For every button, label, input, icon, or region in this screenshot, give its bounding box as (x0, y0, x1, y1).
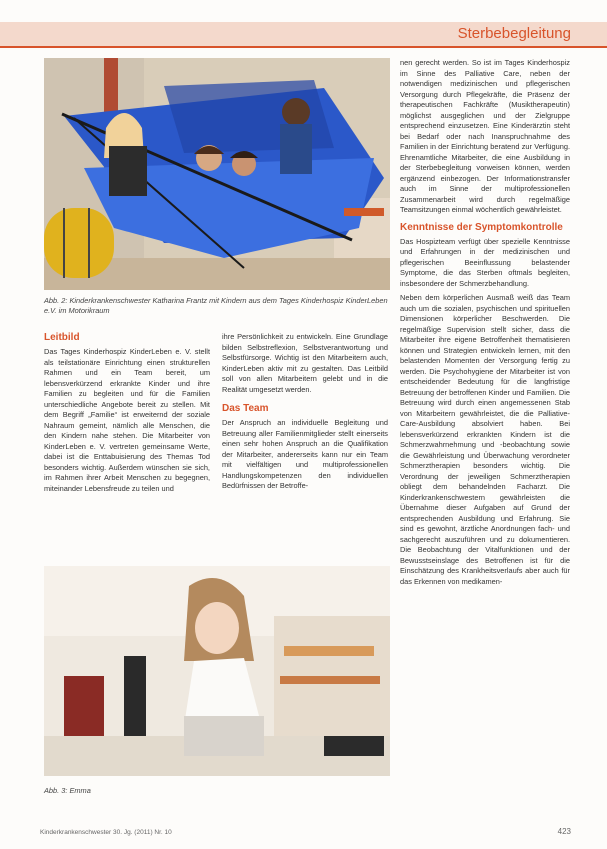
page-number: 423 (557, 827, 571, 836)
photo-hammock (44, 58, 390, 290)
heading-team: Das Team (222, 403, 269, 414)
heading-symptomkontrolle: Kenntnisse der Symptomkontrolle (400, 221, 563, 233)
col3-text-top: nen gerecht werden. So ist im Tages Kinderhospiz im Sinne des Palliative Care, neben der notwendigen medizinischen und pflegerischen Versorgung durch Pflegekräfte, die Präsenz der therapeutischen Fachkräfte (Musiktherapeutin) möglichst ausgeglichen und der Zielgruppe entsprechend einzusetzen. Eine Kinderärztin steht bei Bedarf oder nach Inanspruchnahme des Familien in der Einrichtung beratend zur Verfügung. Ehrenamtliche Mitarbeiter, die eine Ausbildung in der Sterbebegleitung vorweisen können, werden ergänzend einbezogen. Der Informationstransfer auch im Sinne der multiprofessionellen Zusammenarbeit wird durch regelmäßige Teamsitzungen einmal wöchentlich gewährleistet. (400, 58, 570, 214)
figure-3-caption: Abb. 3: Emma (44, 786, 91, 795)
photo-emma (44, 566, 390, 776)
heading-leitbild: Leitbild (44, 332, 80, 343)
section-title: Sterbebegleitung (457, 25, 571, 42)
col3-paragraph-2: Neben dem körperlichen Ausmaß weiß das Team auch um die sozialen, psychischen und spirituellen Dimensionen körperlicher Beschwerden. Die regelmäßige Supervision stellt sicher, dass die Mitarbeiter ihre eigene Betroffenheit thematisieren können und Strategien entwickeln lernen, mit den belastenden Momenten der Versorgung fertig zu werden. Die Psychohygiene der Mitarbeiter ist von entscheidender Bedeutung für die langfristige Betreuung der betroffenen Kinder und Familien. Die Betreuung wird durch einen angemessenen Stab von Mitarbeitern gewährleistet, die die Palliative-Care-Ausbildung absolviert haben. Bei lebensverkürzend erkrankten Kindern ist die Schmerzwahrnehmung und -beobachtung sowie die Gewährleistung und Überwachung verordneter Schmerztherapien besonders wichtig. Die Verordnung der jeweiligen Schmerztherapien obliegt dem behandelnden Facharzt. Die Kinderkrankenschwestern gewährleisten die Übernahme dieser Aufgaben auf Grund der entsprechenden Ausbildung und Erfahrung. Sie sind es gewohnt, ärztliche Anordnungen fach- und sachgerecht auszuführen und zu dokumentieren. Die Beobachtung der Vitalfunktionen und der Bewusstseinslage des Betroffenen ist für die Einschätzung des Krankheitsverlaufs aber auch für das Erkennen von medikamen- (400, 293, 570, 586)
figure-2-caption: Abb. 2: Kinderkrankenschwester Katharina Frantz mit Kindern aus dem Tages Kinderhospiz KinderLeben e.V. im Motorikraum (44, 296, 388, 315)
column-3 (400, 58, 570, 591)
hammock-illustration (44, 58, 390, 290)
col3-paragraph-1: Das Hospizteam verfügt über spezielle Kenntnisse und Erfahrungen in der medizinischen und pflegerischen Beeinflussung belastender Symptome, die das Sterben oftmals begleiten, insbesondere der Schmerzbehandlung. (400, 236, 570, 288)
col2-text: Der Anspruch an individuelle Begleitung und Betreuung aller Familienmitglieder stellt einerseits einen sehr hohen Anspruch an die Qualifikation der Mitarbeiter, andererseits kann nur ein Team mit vielfältigen und multiprofessionellen Handlungskompetenzen den individuellen Bedürfnissen der Betroffe- (222, 418, 388, 490)
header-rule (0, 46, 607, 48)
emma-illustration (44, 566, 390, 776)
column-1 (44, 328, 210, 498)
col2-text-top: ihre Persönlichkeit zu entwickeln. Eine Grundlage bilden Selbstreflexion, Selbstverantwortung und Selbstfürsorge. Wichtig ist den Mitarbeitern auch, KinderLeben aktiv mit zu gestalten. Das Leitbild soll von allen Mitarbeitern gelebt und in die Realität umgesetzt werden. (222, 332, 388, 394)
footer-journal: Kinderkrankenschwester 30. Jg. (2011) Nr. 10 (40, 829, 172, 836)
col1-text: Das Tages Kinderhospiz KinderLeben e. V. stellt als teilstationäre Einrichtung einen strukturellen Rahmen und ein Team bereit, um lebensverkürzend erkrankte Kinder und ihre Familien zu begleiten und für die Familien unterschiedliche Angebote bereit zu stellen. Mit dem Begriff „Familie“ ist erweiternd der soziale Nahraum gemeint, nämlich alle Menschen, die den Kindern nahe stehen. Die Mitarbeiter von KinderLeben e. V. vertreten gemeinsame Werte, dabei ist die Enttabuisierung des Themas Tod besonders wichtig. Außerdem wünschen sie sich, im Rahmen ihrer Arbeit Menschen zu begegnen, miteinander Lebensfreude zu teilen und (44, 347, 210, 493)
column-2 (222, 332, 388, 496)
